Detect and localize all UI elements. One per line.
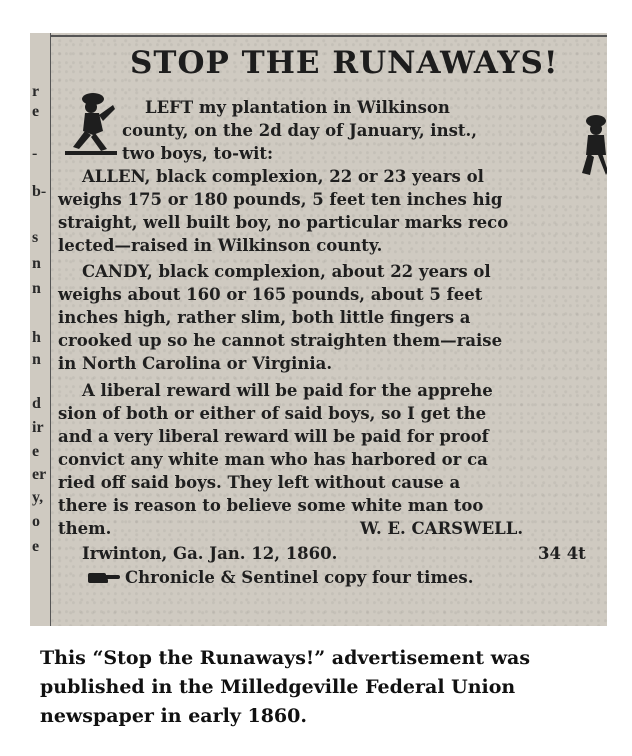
ad-text-line: lected—raised in Wilkinson county. [58,236,383,255]
ad-text-line: ALLEN, black complexion, 22 or 23 years ol [82,167,484,186]
margin-fragment: o [32,513,40,530]
top-rule [50,35,607,37]
ad-text-line: them. [58,519,112,538]
margin-fragment: s [32,229,39,246]
margin-fragment: n [32,351,41,368]
newspaper-clipping [30,33,607,626]
ad-text-line: and a very liberal reward will be paid for proof [58,427,489,446]
ad-text-line: crooked up so he cannot straighten them—raise [58,331,503,350]
ad-text-line: inches high, rather slim, both little fingers a [58,308,471,327]
ad-text-line: in North Carolina or Virginia. [58,354,333,373]
ad-headline: STOP THE RUNAWAYS! [130,45,559,81]
ad-text-line: sion of both or either of said boys, so I get the [58,404,487,423]
ad-text-line: ried off said boys. They left without cause a [58,473,461,492]
ad-text-line: weighs 175 or 180 pounds, 5 feet ten inches hig [58,190,503,209]
ad-text-line: straight, well built boy, no particular marks reco [58,213,509,232]
margin-fragment: n [32,280,41,297]
ad-dateline: Irwinton, Ga. Jan. 12, 1860. [82,544,338,563]
ad-text-line: convict any white man who has harbored or ca [58,450,488,469]
ad-issue-code: 34 4t [538,544,586,563]
image-caption: This “Stop the Runaways!” advertisement was published in the Milledgeville Federal Union newspaper in early 1860. [40,647,531,727]
margin-fragment: b- [32,183,47,200]
ad-text-line: CANDY, black complexion, about 22 years ol [82,262,491,281]
runaway-figure-icon [63,91,119,161]
ad-text-line: weighs about 160 or 165 pounds, about 5 feet [58,285,483,304]
margin-fragment: n [32,255,41,272]
ad-reprint-note: Chronicle & Sentinel copy four times. [125,568,474,587]
margin-fragment: e [32,103,40,120]
margin-fragment: r [32,83,40,100]
adjacent-column-strip [30,33,51,626]
pointing-hand-icon [88,570,122,586]
margin-fragment: - [32,145,38,162]
margin-fragment: er [32,466,47,483]
margin-fragment: e [32,443,40,460]
ad-text-line: two boys, to-wit: [122,144,274,163]
margin-fragment: y, [32,489,44,506]
margin-fragment: h [32,329,41,346]
ad-text-line: LEFT my plantation in Wilkinson [145,98,450,117]
runaway-figure-icon [582,113,607,183]
ad-text-line: there is reason to believe some white man too [58,496,484,515]
ad-signature: W. E. CARSWELL. [360,519,524,538]
margin-fragment: e [32,538,40,555]
ad-text-line: A liberal reward will be paid for the apprehe [82,381,493,400]
ad-text-line: county, on the 2d day of January, inst., [122,121,477,140]
margin-fragment: d [32,395,41,412]
margin-fragment: ir [32,419,44,436]
